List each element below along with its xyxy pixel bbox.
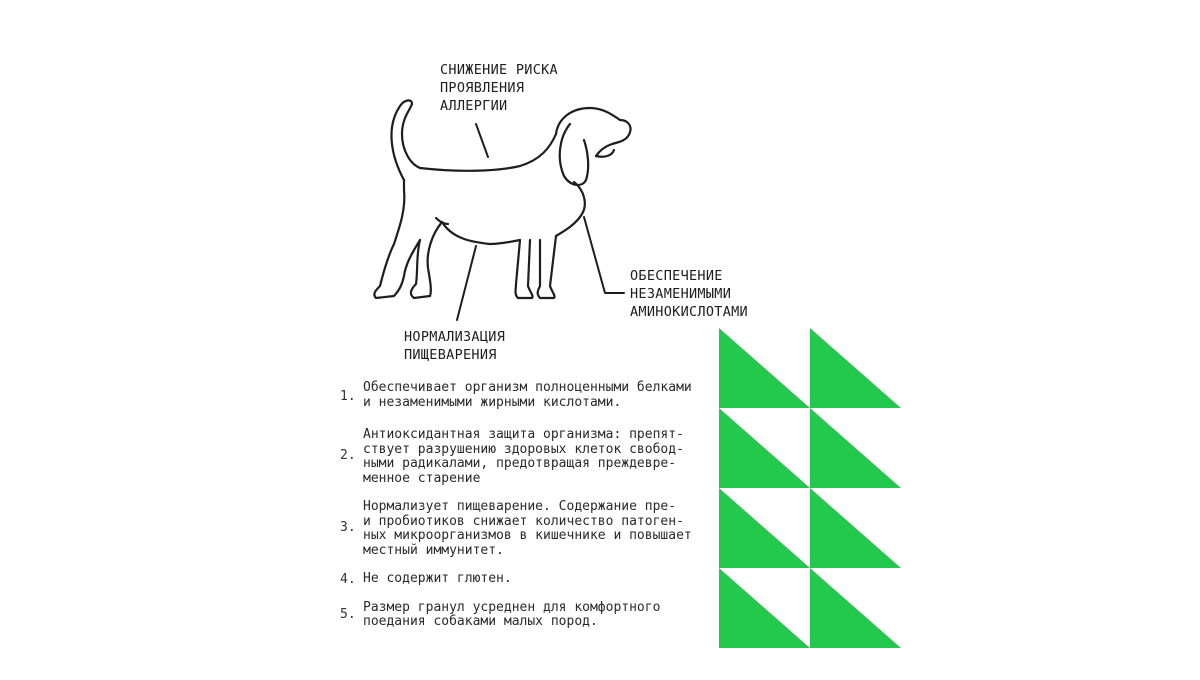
item-text: Обеспечивает организм полноценными белками и незаменимыми жирными кислотами. [363,380,692,410]
callout-amino-acids: ОБЕСПЕЧЕНИЕ НЕЗАМЕНИМЫМИ АМИНОКИСЛОТАМИ [630,268,748,320]
item-number: 2. [340,448,356,463]
triangle [810,568,901,648]
list-item [340,500,740,558]
list-item [340,601,740,630]
item-text: Нормализует пищеварение. Содержание пре- и пробиотиков снижает количество патоген- ных микроорганизмов в кишечнике и повышает местный иммунитет. [363,499,692,558]
list-item [340,381,740,410]
triangle [810,328,901,408]
item-number: 3. [340,520,356,535]
list-item [340,428,740,486]
item-text: Антиоксидантная защита организма: препят- ствует разрушению здоровых клеток свобод- ными радикалами, предотвращая преждевре- менное старение [363,427,684,486]
callout-allergy: СНИЖЕНИЕ РИСКА ПРОЯВЛЕНИЯ АЛЛЕРГИИ [440,62,558,114]
list-item [340,572,740,587]
triangle [810,408,901,488]
dog-outline-icon [340,80,640,320]
benefits-list [340,381,740,644]
callout-digestion: НОРМАЛИЗАЦИЯ ПИЩЕВАРЕНИЯ [404,329,506,363]
item-number: 1. [340,389,356,404]
item-text: Не содержит глютен. [363,571,512,586]
item-number: 4. [340,572,356,587]
green-triangle-pattern [719,328,901,648]
item-text: Размер гранул усреднен для комфортного поедания собаками малых пород. [363,599,661,629]
item-number: 5. [340,606,356,622]
triangle [810,488,901,568]
